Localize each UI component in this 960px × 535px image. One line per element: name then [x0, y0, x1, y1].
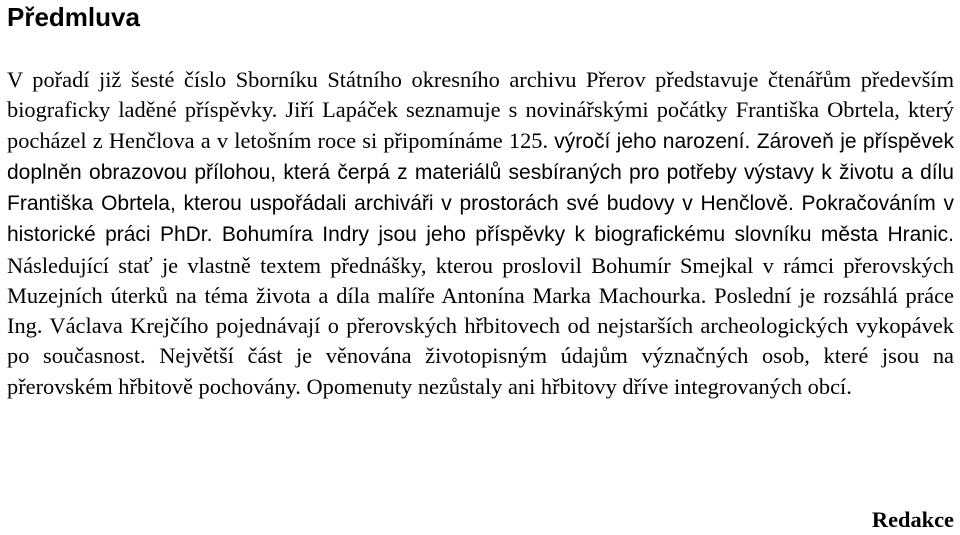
paragraph-segment-3: Následující stať je vlastně textem přednášky, kterou proslovil Bohumír Smejkal v rámci přerovských Muzejních úterků na téma života a díla malíře Antonína Marka Machourka. Poslední je rozsáhlá práce Ing. Václava Krejčího pojednávají o přerovských hřbitovech od nejstarších archeologických vykopávek po současnost. Největší část je věnována životopisným údajům význačných osob, které jsou na přerovském hřbitově pochovány. Opomenuty nezůstaly ani hřbitovy dříve integrovaných obcí. — [7, 252, 954, 399]
preface-paragraph — [7, 65, 954, 402]
paragraph-segment-1: V pořadí již šesté číslo Sborníku Státního okresního archivu Přerov představuje čtenářům především biograficky laděné příspěvky. Jiří Lapáček seznamuje s novinářskými počátky Františka Obrtela, který pocházel z Henčlova a v letošním roce si připomínáme 125. — [7, 67, 954, 153]
document-page — [7, 0, 954, 532]
signature: Redakce — [871, 507, 954, 532]
paragraph-segment-2: výročí jeho narození. Zároveň je příspěvek doplněn obrazovou přílohou, která čerpá z materiálů sesbíraných pro potřeby výstavy k životu a dílu Františka Obrtela, kterou uspořádali archiváři v prostorách své budovy v Henčlově. Pokračováním v historické práci PhDr. Bohumíra Indry jsou jeho příspěvky k biografickému slovníku města Hranic. — [7, 129, 954, 247]
page-title: Předmluva — [7, 2, 140, 32]
